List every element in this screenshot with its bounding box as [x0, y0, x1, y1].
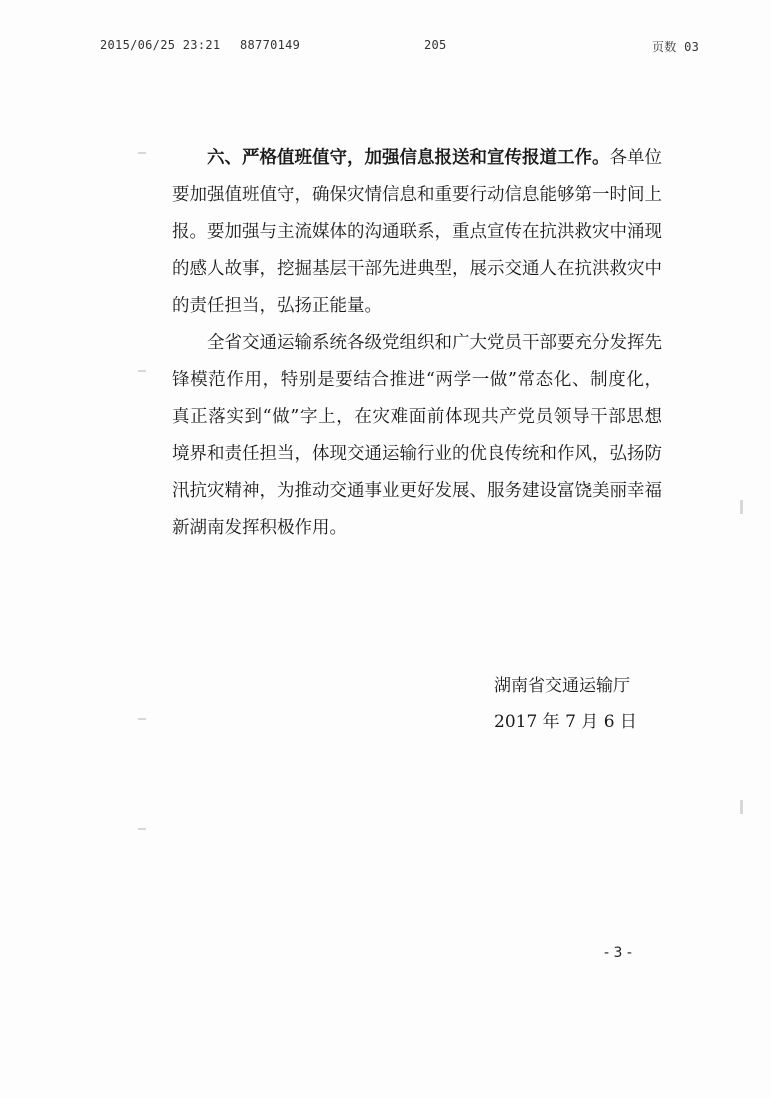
- fax-code: 205: [424, 38, 447, 52]
- scan-margin-mark: [138, 828, 146, 830]
- page-number: - 3 -: [604, 945, 632, 961]
- section-heading: 六、严格值班值守，加强信息报送和宣传报道工作。: [207, 148, 610, 168]
- scan-margin-mark: [138, 718, 146, 720]
- scan-margin-mark: [740, 800, 743, 814]
- fax-datetime: 2015/06/25 23:21: [100, 38, 221, 52]
- signing-date: 2017 年 7 月 6 日: [494, 712, 637, 732]
- scan-margin-mark: [138, 370, 146, 372]
- paragraph-section-six: [172, 140, 662, 325]
- scan-margin-mark: [740, 500, 743, 514]
- fax-page-count: 页数 03: [652, 40, 700, 54]
- fax-number: 88770149: [240, 38, 301, 52]
- fax-header: [0, 38, 771, 58]
- signing-organization: 湖南省交通运输厅: [494, 676, 630, 696]
- scan-margin-mark: [138, 152, 146, 154]
- paragraph-text: 各单位要加强值班值守，确保灾情信息和重要行动信息能够第一时间上报。要加强与主流媒体的沟通联系，重点宣传在抗洪救灾中涌现的感人故事，挖掘基层干部先进典型，展示交通人在抗洪救灾中的责任担当，弘扬正能量。: [172, 148, 662, 316]
- signature-block: [494, 668, 637, 740]
- document-body: [172, 140, 662, 547]
- paragraph-closing: 全省交通运输系统各级党组织和广大党员干部要充分发挥先锋模范作用，特别是要结合推进“两学一做”常态化、制度化，真正落实到“做”字上，在灾难面前体现共产党员领导干部思想境界和责任担当，体现交通运输行业的优良传统和作风，弘扬防汛抗灾精神，为推动交通事业更好发展、服务建设富饶美丽幸福新湖南发挥积极作用。: [172, 333, 662, 538]
